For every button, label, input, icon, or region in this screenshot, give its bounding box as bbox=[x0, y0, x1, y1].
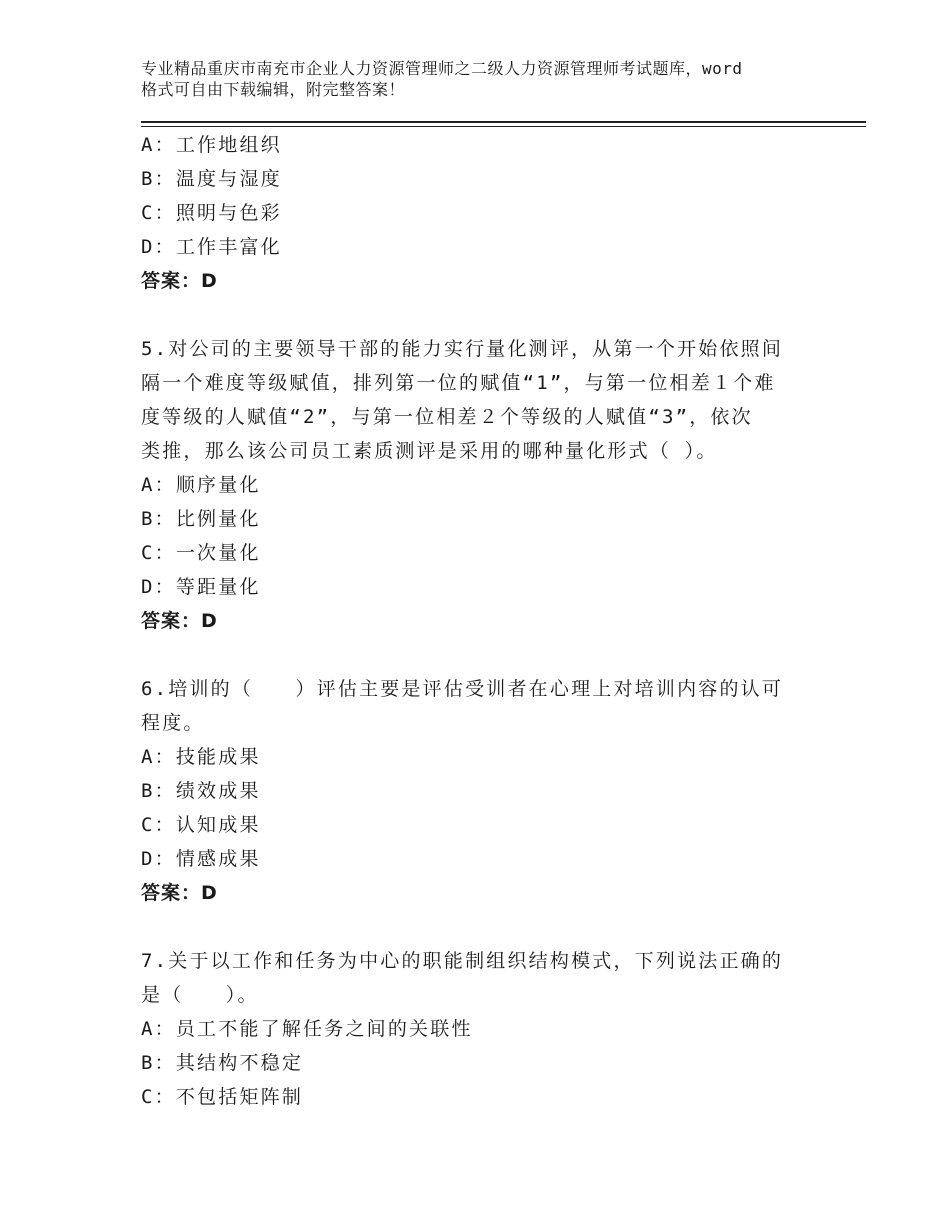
option-b: B：其结构不稳定 bbox=[141, 1052, 304, 1074]
option-c: C：照明与色彩 bbox=[141, 202, 282, 224]
question-stem-line: 类推，那么该公司员工素质测评是采用的哪种量化形式（ ）。 bbox=[141, 440, 718, 462]
document-header bbox=[141, 58, 841, 100]
option-d: D：工作丰富化 bbox=[141, 236, 282, 258]
question-spacer bbox=[141, 910, 831, 944]
question-stem-line: 隔一个难度等级赋值，排列第一位的赋值“1”，与第一位相差１个难 bbox=[141, 372, 776, 394]
option-d: D：情感成果 bbox=[141, 848, 261, 870]
question-4 bbox=[141, 128, 831, 298]
option-b: B：温度与湿度 bbox=[141, 168, 282, 190]
option-c: C：不包括矩阵制 bbox=[141, 1086, 304, 1108]
question-5 bbox=[141, 332, 831, 638]
question-stem-line: 5.对公司的主要领导干部的能力实行量化测评，从第一个开始依照间 bbox=[141, 338, 784, 360]
option-a: A：员工不能了解任务之间的关联性 bbox=[141, 1018, 473, 1040]
question-spacer bbox=[141, 638, 831, 672]
header-divider-thick bbox=[141, 121, 866, 123]
answer-line: 答案：D bbox=[141, 610, 218, 632]
question-6 bbox=[141, 672, 831, 910]
question-stem-line: 度等级的人赋值“2”，与第一位相差２个等级的人赋值“3”，依次 bbox=[141, 406, 753, 428]
answer-line: 答案：D bbox=[141, 270, 218, 292]
option-a: A：技能成果 bbox=[141, 746, 261, 768]
question-spacer bbox=[141, 298, 831, 332]
question-list bbox=[141, 128, 831, 1114]
question-stem-line: 6.培训的（ ）评估主要是评估受训者在心理上对培训内容的认可 bbox=[141, 678, 784, 700]
answer-line: 答案：D bbox=[141, 882, 218, 904]
option-a: A：工作地组织 bbox=[141, 134, 282, 156]
option-c: C：认知成果 bbox=[141, 814, 261, 836]
option-c: C：一次量化 bbox=[141, 542, 261, 564]
option-a: A：顺序量化 bbox=[141, 474, 261, 496]
option-d: D：等距量化 bbox=[141, 576, 261, 598]
question-stem-line: 7.关于以工作和任务为中心的职能制组织结构模式，下列说法正确的 bbox=[141, 950, 784, 972]
header-title-line-2: 格式可自由下载编辑，附完整答案！ bbox=[141, 80, 406, 99]
header-title-line-1: 专业精品重庆市南充市企业人力资源管理师之二级人力资源管理师考试题库，word bbox=[141, 59, 743, 78]
question-7 bbox=[141, 944, 831, 1114]
option-b: B：绩效成果 bbox=[141, 780, 261, 802]
question-stem-line: 程度。 bbox=[141, 712, 205, 734]
option-b: B：比例量化 bbox=[141, 508, 261, 530]
question-stem-line: 是（ ）。 bbox=[141, 984, 259, 1006]
header-divider-thin bbox=[141, 126, 866, 127]
